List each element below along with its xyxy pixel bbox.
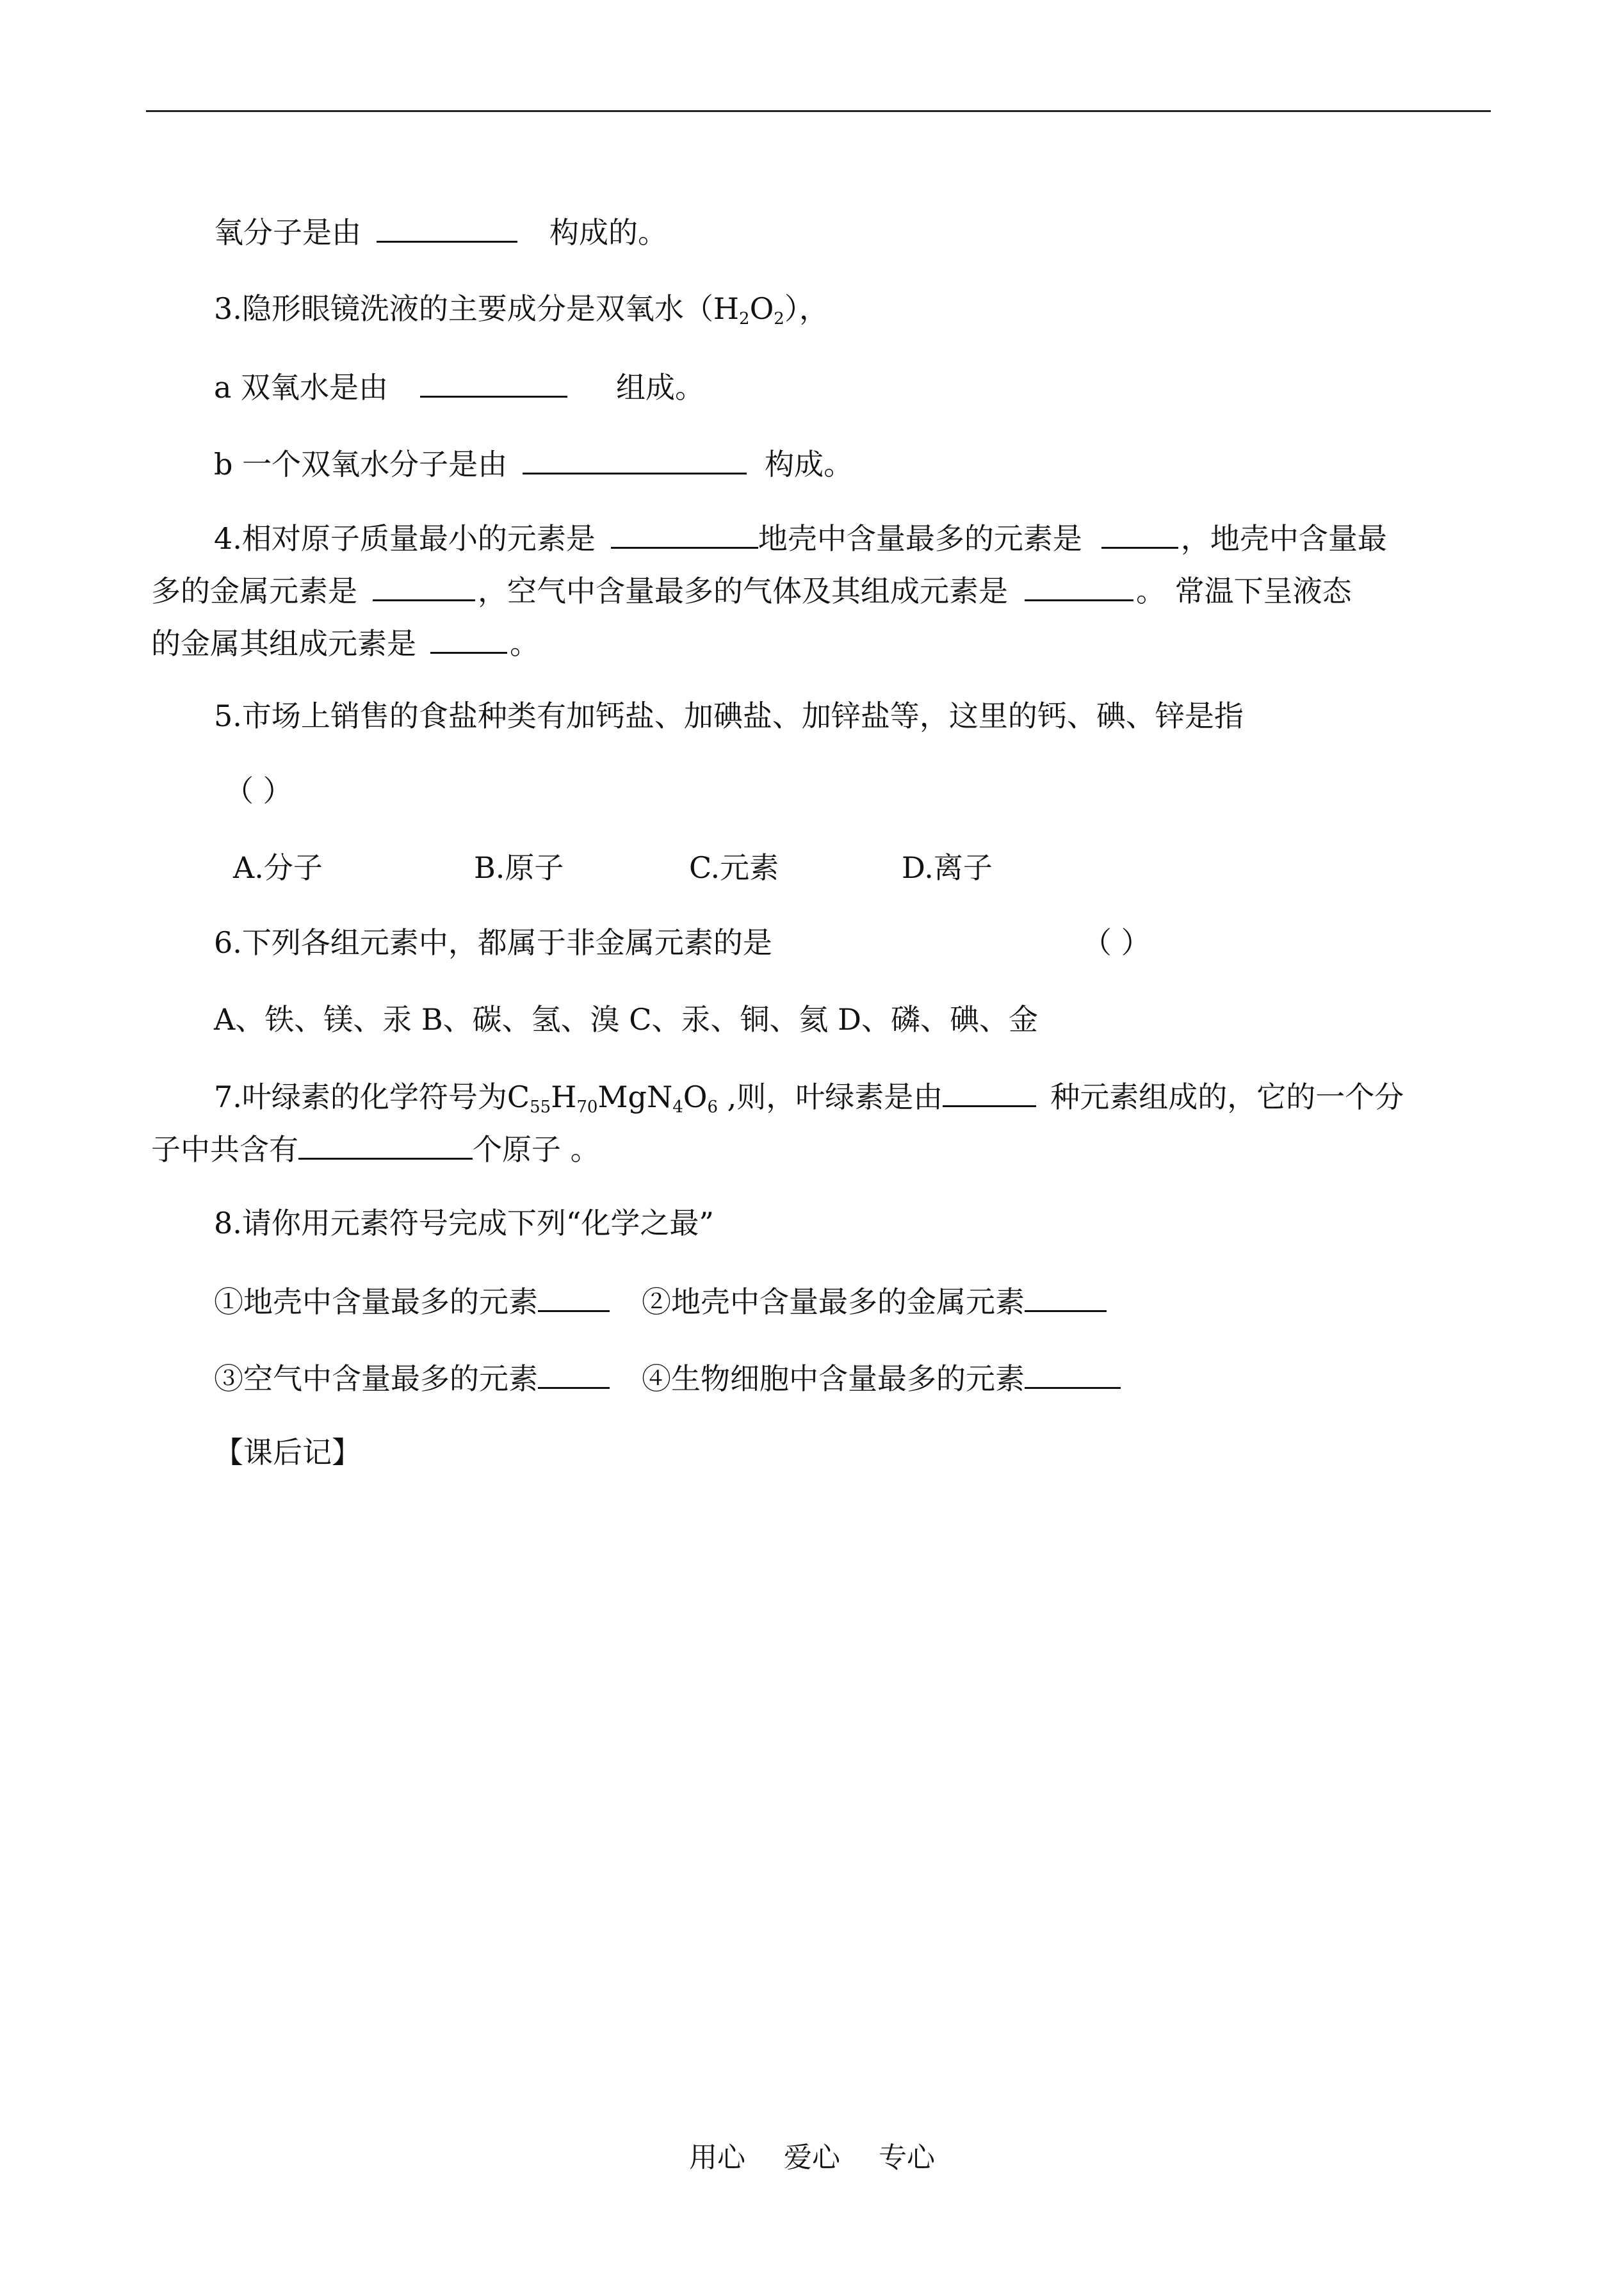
question-6-options: A、铁、镁、汞 B、碳、氢、溴 C、汞、铜、氦 D、磷、碘、金 <box>214 1002 1038 1037</box>
answer-blank[interactable] <box>430 622 507 654</box>
question-7-line-2: 子中共含有 个原子 。 <box>151 1128 600 1169</box>
question-4-line-1: 4.相对原子质量最小的元素是 地壳中含量最多的元素是 ，地壳中含量最 <box>214 517 1387 558</box>
question-4-line-2: 多的金属元素是 ，空气中含量最多的气体及其组成元素是 。 常温下呈液态 <box>151 570 1352 610</box>
answer-blank[interactable] <box>538 1358 610 1389</box>
question-3: 3.隐形眼镜洗液的主要成分是双氧水$(H_2O_2)$， <box>214 291 829 328</box>
option-d[interactable]: D.离子 <box>902 850 993 885</box>
question-6-paren[interactable]: （ ） <box>1082 925 1151 960</box>
question-3b: b 一个双氧水分子是由 构成。 <box>214 443 853 483</box>
answer-blank[interactable] <box>1025 1281 1107 1312</box>
option-c[interactable]: C.元素 <box>689 850 779 885</box>
answer-blank[interactable] <box>1025 570 1133 601</box>
question-8-row-2: ③空气中含量最多的元素 ④生物细胞中含量最多的元素 <box>214 1358 1127 1398</box>
answer-blank[interactable] <box>1101 517 1178 549</box>
question-5-paren[interactable]: （ ） <box>224 774 293 808</box>
question-7-line-1: 7.叶绿素的化学符号为$C_{55}H_{70}MgN_4O_6$ ,则，叶绿素是由 种元素组成的，它的一个分 <box>214 1076 1404 1116</box>
footer-text: 用心 <box>689 2141 745 2174</box>
footer-text: 专心 <box>879 2141 935 2174</box>
answer-blank[interactable] <box>1025 1358 1121 1389</box>
question-8: 8.请你用元素符号完成下列“化学之最” <box>214 1206 714 1240</box>
line-oxygen: 氧分子是由 构成的。 <box>214 211 667 252</box>
answer-blank[interactable] <box>298 1128 473 1160</box>
after-class-notes-heading: 【课后记】 <box>214 1435 361 1470</box>
footer-text: 爱心 <box>784 2141 840 2174</box>
footer <box>0 2140 1624 2176</box>
question-4-line-3: 的金属其组成元素是 。 <box>151 622 539 663</box>
answer-blank[interactable] <box>523 443 747 474</box>
option-a[interactable]: A.分子 <box>233 850 323 885</box>
question-3a: a 双氧水是由 组成。 <box>214 366 704 407</box>
answer-blank[interactable] <box>538 1281 610 1312</box>
question-6: 6.下列各组元素中，都属于非金属元素的是 <box>214 925 772 960</box>
answer-blank[interactable] <box>420 366 567 398</box>
option-b[interactable]: B.原子 <box>474 850 564 885</box>
answer-blank[interactable] <box>377 211 517 243</box>
answer-blank[interactable] <box>943 1076 1036 1107</box>
question-5: 5.市场上销售的食盐种类有加钙盐、加碘盐、加锌盐等，这里的钙、碘、锌是指 <box>214 699 1244 733</box>
answer-blank[interactable] <box>373 570 475 601</box>
question-8-row-1: ①地壳中含量最多的元素 ②地壳中含量最多的金属元素 <box>214 1281 1113 1321</box>
question-5-options <box>233 848 993 887</box>
header-rule <box>146 110 1491 112</box>
answer-blank[interactable] <box>611 517 758 549</box>
